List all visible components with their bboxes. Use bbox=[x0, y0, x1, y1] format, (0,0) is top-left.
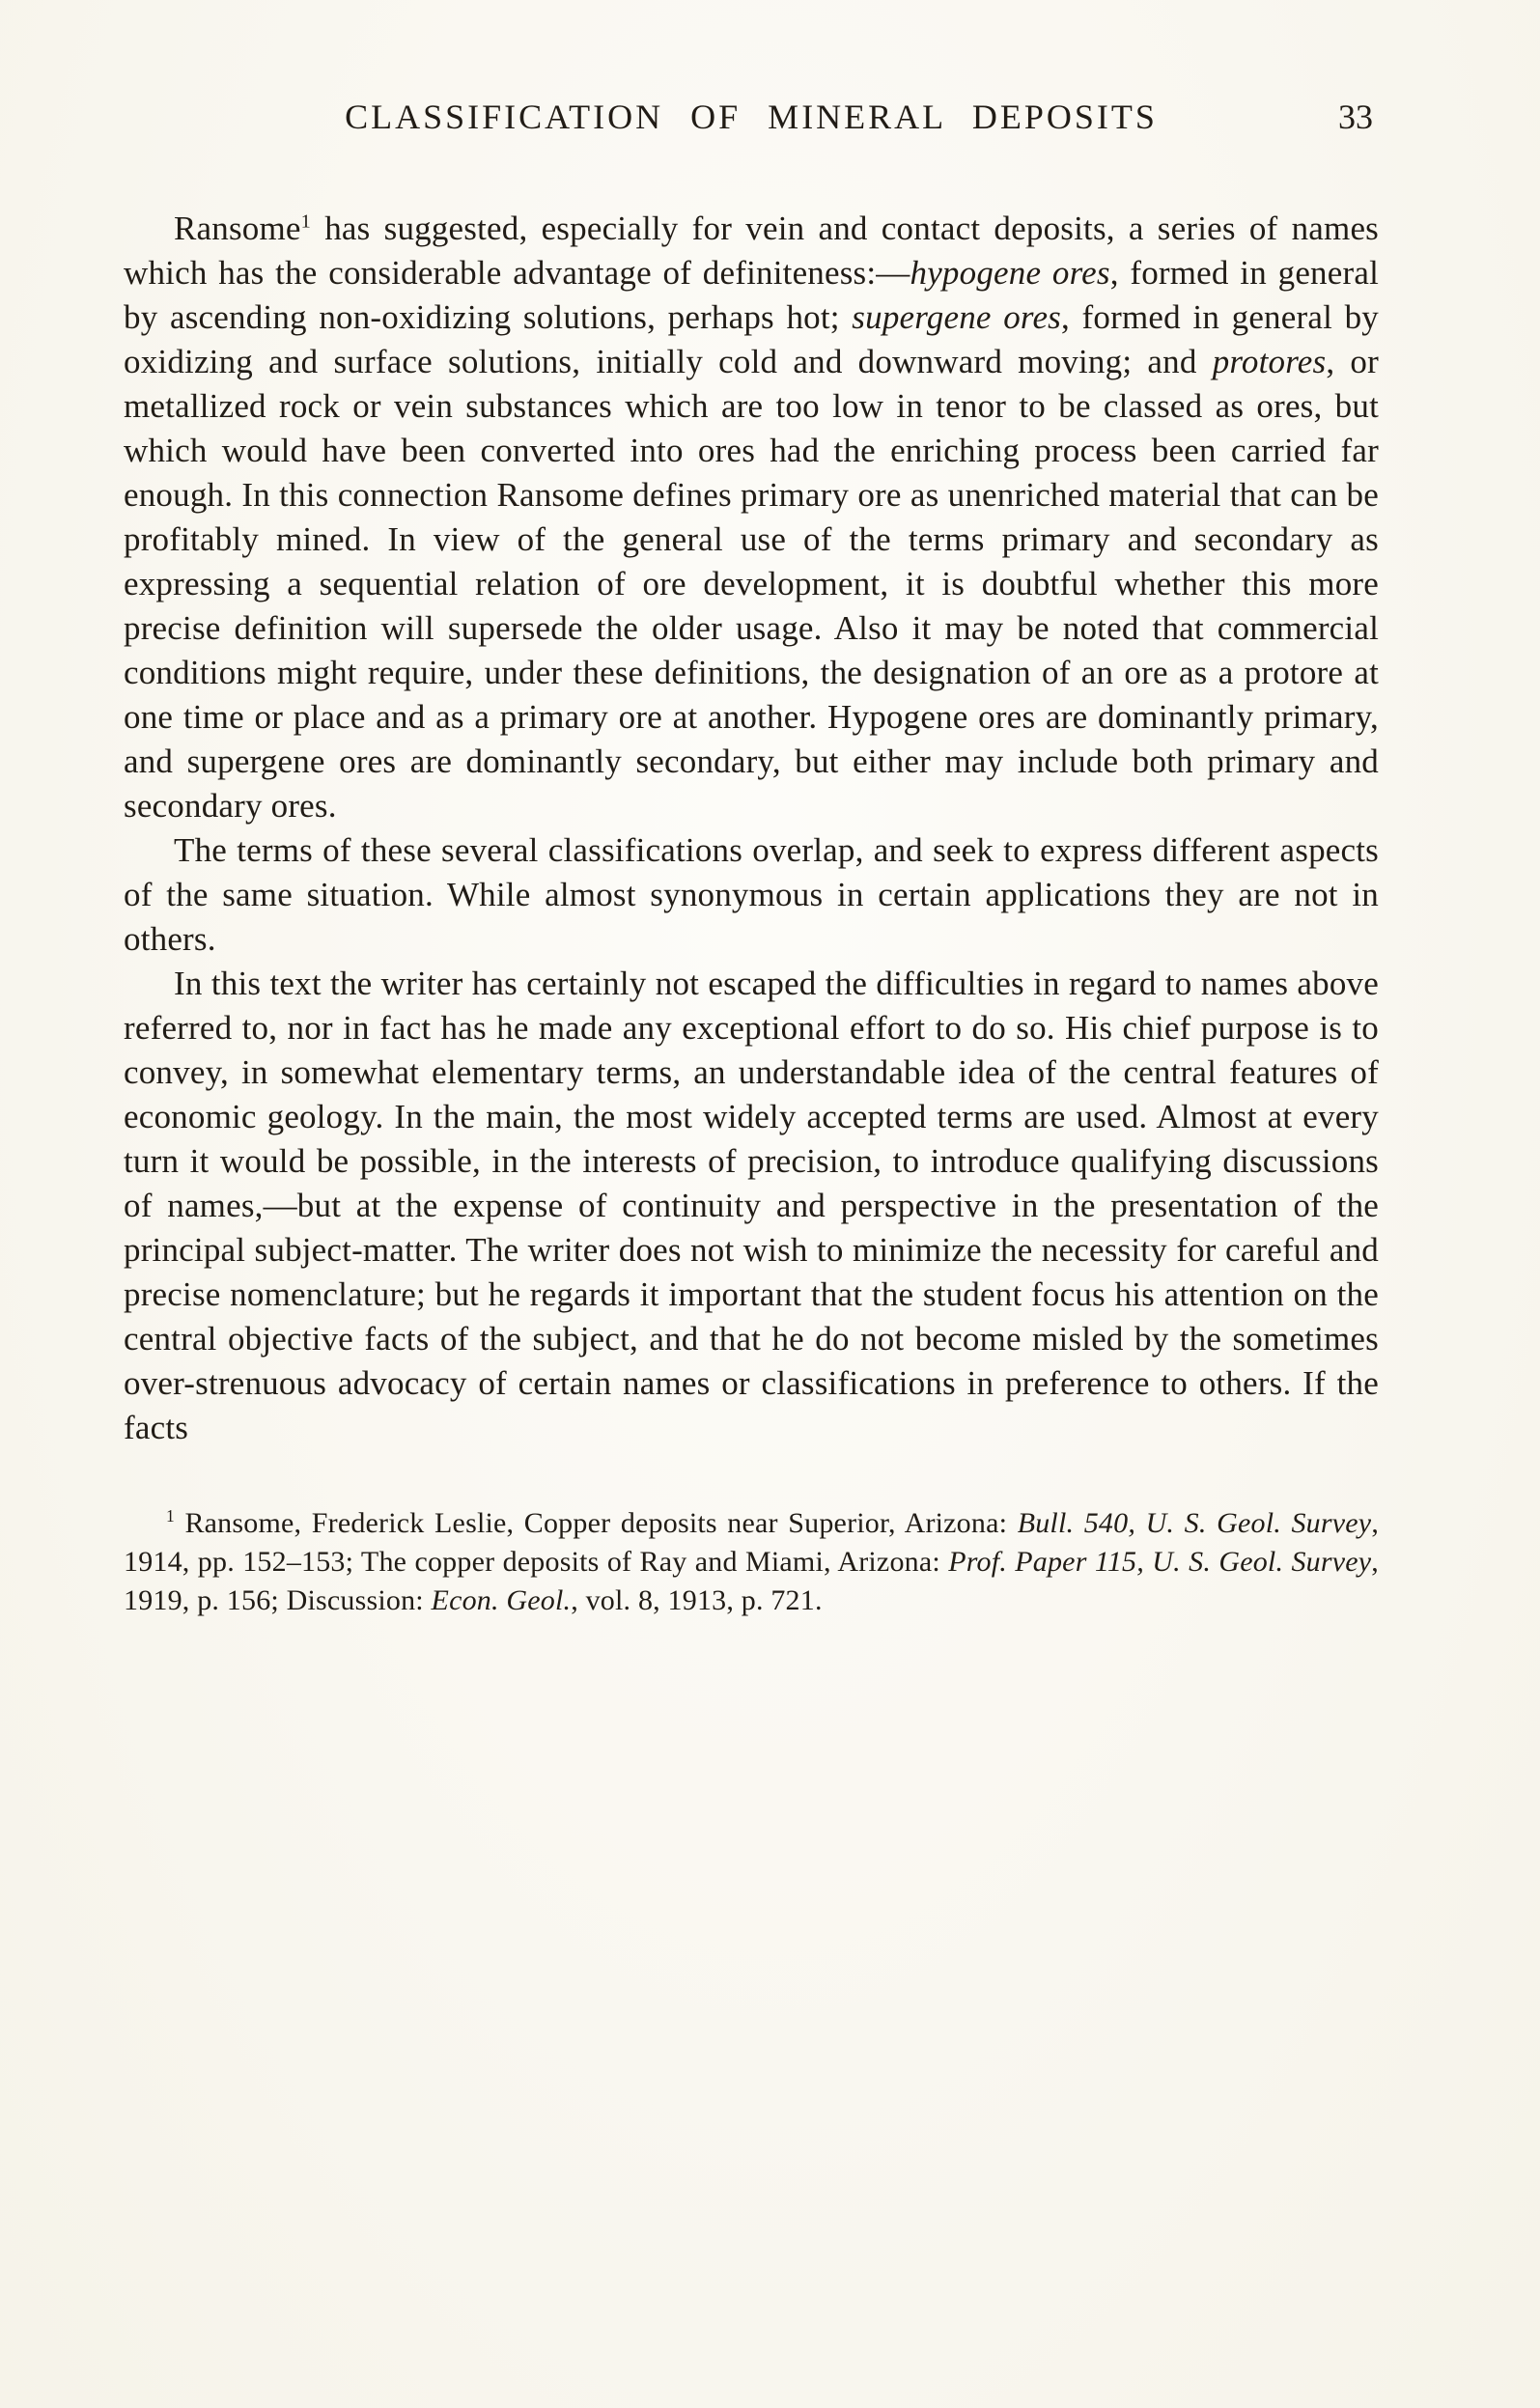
running-header bbox=[124, 97, 1379, 151]
page-number: 33 bbox=[1338, 98, 1373, 136]
footnote: $^1$ Ransome, Frederick Leslie, Copper deposits near Superior, Arizona: Bull. 540, U. S. Geol. Survey, 1914, pp. 152–153; The copper deposits of Ray and Miami, Arizona: Prof. Paper 115, U. S. Geol. Survey, 1919, p. 156; Discussion: Econ. Geol., vol. 8, 1913, p. 721. bbox=[124, 1506, 1380, 1616]
body-text-block bbox=[124, 207, 1379, 1450]
page-content bbox=[124, 97, 1379, 1620]
running-head-title: CLASSIFICATION OF MINERAL DEPOSITS bbox=[345, 98, 1158, 136]
paragraph: In this text the writer has certainly not escaped the difficulties in regard to names above referred to, nor in fact has he made any exceptional effort to do so. His chief purpose is to convey, in somewhat elementary terms, an understandable idea of the central features of economic geology. In the main, the most widely accepted terms are used. Almost at every turn it would be possible, in the interests of precision, to introduce qualifying discussions of names,—but at the expense of continuity and perspective in the presentation of the principal subject-matter. The writer does not wish to minimize the necessity for careful and precise nomenclature; but he regards it important that the student focus his attention on the central objective facts of the subject, and that he do not become misled by the sometimes over-strenuous advocacy of certain names or classifications in preference to others. If the facts bbox=[124, 965, 1379, 1446]
paragraph: Ransome$^1$ has suggested, especially for vein and contact deposits, a series of names which has the considerable advantage of definiteness:—hypogene ores, formed in general by ascending non-oxidizing solutions, perhaps hot; supergene ores, formed in general by oxidizing and surface solutions, initially cold and downward moving; and protores, or metallized rock or vein substances which are too low in tenor to be classed as ores, but which would have been converted into ores had the enriching process been carried far enough. In this connection Ransome defines primary ore as unenriched material that can be profitably mined. In view of the general use of the terms primary and secondary as expressing a sequential relation of ore development, it is doubtful whether this more precise definition will supersede the older usage. Also it may be noted that commercial conditions might require, under these definitions, the designation of an ore as a protore at one time or place and as a primary ore at another. Hypogene ores are dominantly primary, and supergene ores are dominantly secondary, but either may include both primary and secondary ores. bbox=[124, 210, 1380, 825]
paragraph: The terms of these several classifications overlap, and seek to express different aspects of the same situation. While almost synonymous in certain applications they are not in others. bbox=[124, 831, 1379, 958]
